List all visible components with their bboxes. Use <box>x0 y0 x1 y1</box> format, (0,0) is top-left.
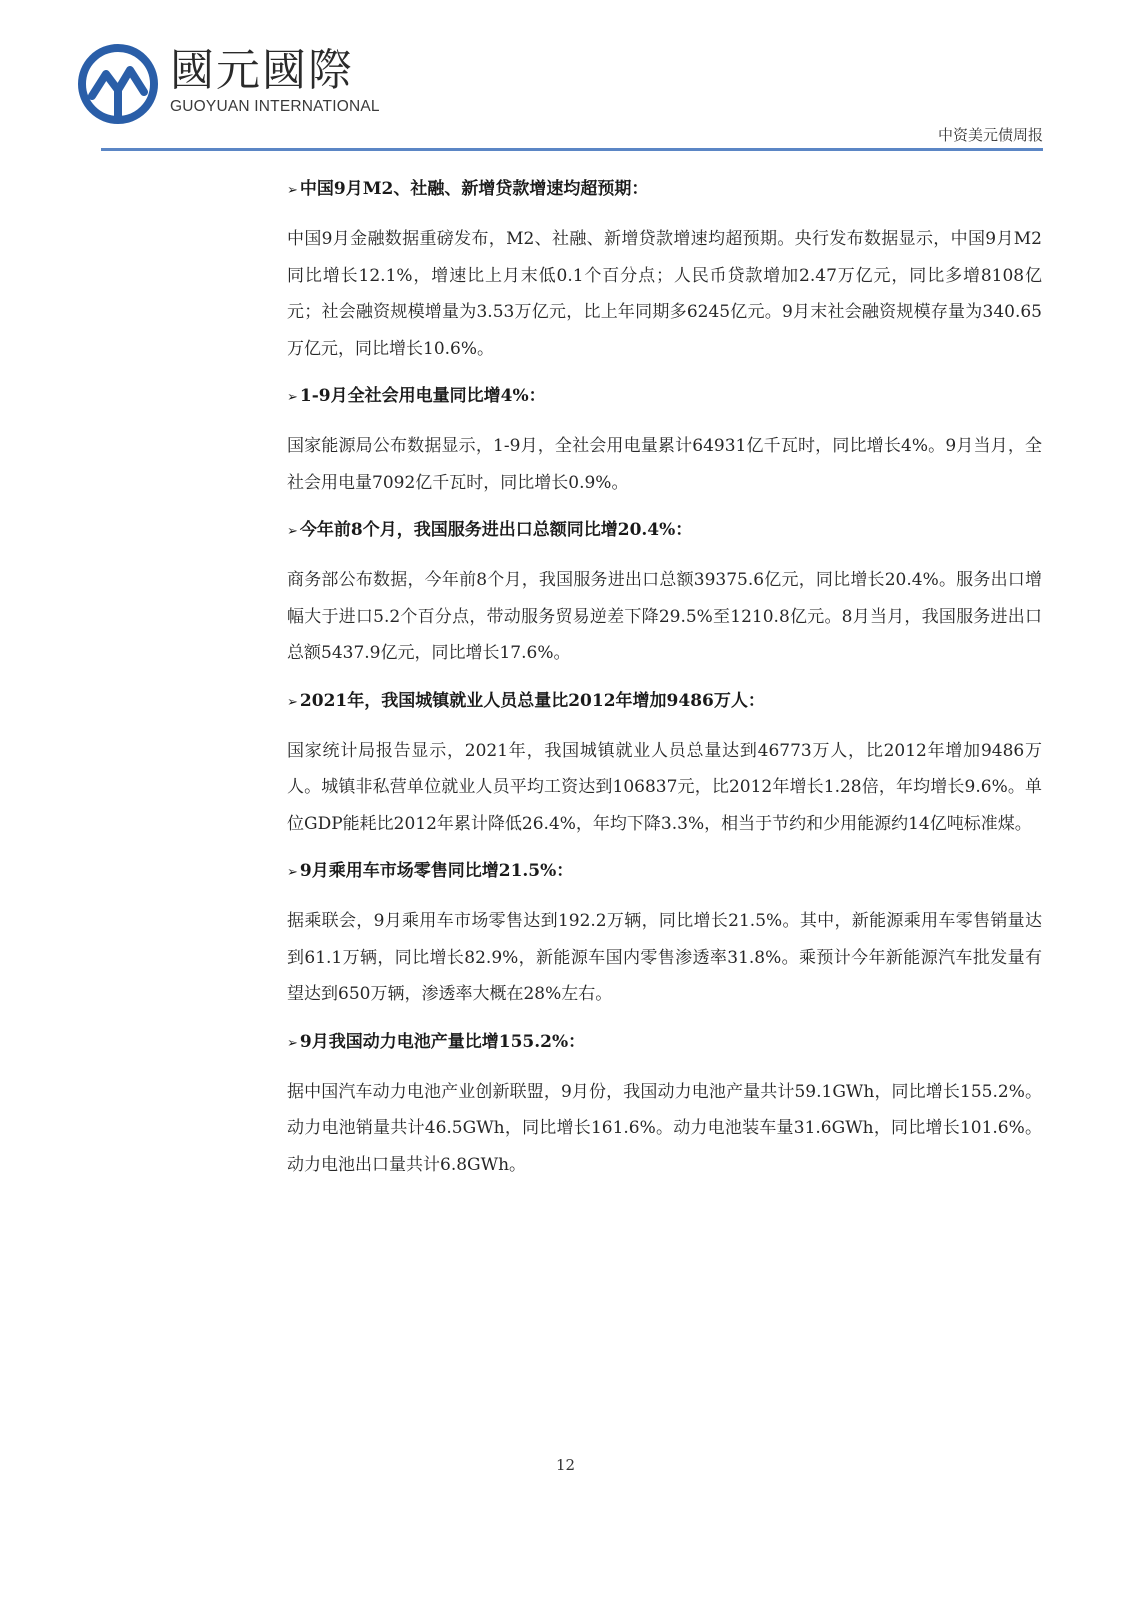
logo-chinese-name: 國元國際 <box>170 45 354 96</box>
section-body: 国家能源局公布数据显示，1-9月，全社会用电量累计64931亿千瓦时，同比增长4%。9月当月，全社会用电量7092亿千瓦时，同比增长0.9%。 <box>287 436 1042 493</box>
section-title-text: 1-9月全社会用电量同比增4%： <box>299 386 546 406</box>
section-title-text: 今年前8个月，我国服务进出口总额同比增20.4%： <box>299 520 693 540</box>
section-title <box>287 512 1042 550</box>
section-title-text: 9月我国动力电池产量比增155.2%： <box>299 1031 586 1052</box>
section-title <box>287 853 1042 891</box>
guoyuan-logo-icon <box>78 44 158 124</box>
section-body: 商务部公布数据，今年前8个月，我国服务进出口总额39375.6亿元，同比增长20.4%。服务出口增幅大于进口5.2个百分点，带动服务贸易逆差下降29.5%至1210.8亿元。8月当月，我国服务进出口总额5437.9亿元，同比增长17.6%。 <box>287 570 1042 663</box>
company-logo <box>78 44 378 126</box>
section-title <box>287 171 1042 209</box>
section-title <box>287 683 1042 721</box>
section-title-text: 2021年，我国城镇就业人员总量比2012年增加9486万人： <box>299 690 765 711</box>
section-title <box>287 1024 1042 1062</box>
report-name: 中资美元债周报 <box>937 126 1043 144</box>
bullet-arrow-icon: ➢ <box>287 865 298 880</box>
bullet-arrow-icon: ➢ <box>287 1035 298 1051</box>
bullet-arrow-icon: ➢ <box>287 390 298 405</box>
section-body: 中国9月金融数据重磅发布，M2、社融、新增贷款增速均超预期。央行发布数据显示，中国9月M2同比增长12.1%，增速比上月末低0.1个百分点；人民币贷款增加2.47万亿元，同比多增8108亿元；社会融资规模增量为3.53万亿元，比上年同期多6245亿元。9月末社会融资规模存量为340.65万亿元，同比增长10.6%。 <box>287 229 1042 359</box>
header-divider <box>101 148 1043 151</box>
logo-english-name: GUOYUAN INTERNATIONAL <box>170 98 380 115</box>
bullet-arrow-icon: ➢ <box>287 694 298 710</box>
section-body: 据乘联会，9月乘用车市场零售达到192.2万辆，同比增长21.5%。其中，新能源乘用车零售销量达到61.1万辆，同比增长82.9%，新能源车国内零售渗透率31.8%。乘预计今年新能源汽车批发量有望达到650万辆，渗透率大概在28%左右。 <box>287 911 1042 1004</box>
section-body: 国家统计局报告显示，2021年，我国城镇就业人员总量达到46773万人，比2012年增加9486万人。城镇非私营单位就业人员平均工资达到106837元，比2012年增长1.28倍，年均增长9.6%。单位GDP能耗比2012年累计降低26.4%，年均下降3.3%，相当于节约和少用能源约14亿吨标准煤。 <box>287 740 1042 834</box>
section-body: 据中国汽车动力电池产业创新联盟，9月份，我国动力电池产量共计59.1GWh，同比增长155.2%。动力电池销量共计46.5GWh，同比增长161.6%。动力电池装车量31.6GWh，同比增长101.6%。动力电池出口量共计6.8GWh。 <box>287 1081 1042 1175</box>
news-content <box>287 171 1042 1194</box>
bullet-arrow-icon: ➢ <box>287 183 298 198</box>
section-title-text: 9月乘用车市场零售同比增21.5%： <box>299 861 574 881</box>
page-number: 12 <box>555 1456 576 1474</box>
bullet-arrow-icon: ➢ <box>287 524 298 539</box>
section-title-text: 中国9月M2、社融、新增贷款增速均超预期： <box>299 179 649 199</box>
section-title <box>287 378 1042 416</box>
